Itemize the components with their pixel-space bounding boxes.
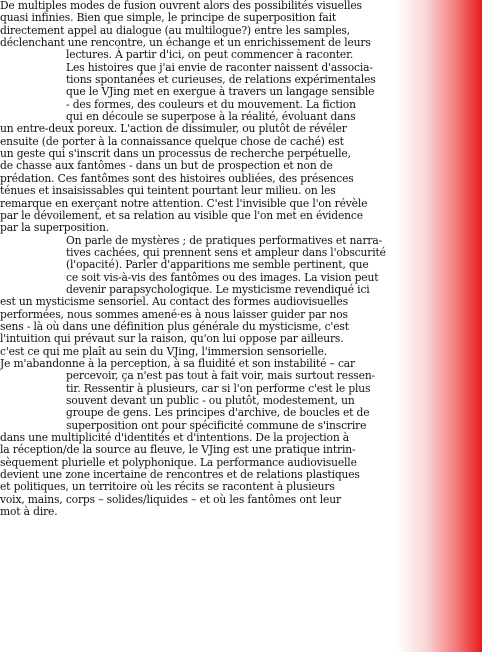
text-line: ensuite (de porter à la connaissance quelque chose de caché) est	[0, 134, 344, 148]
text-line: un geste qui s'inscrit dans un processus de recherche perpétuelle,	[0, 147, 351, 161]
text-line: performées, nous sommes amené·es à nous laisser guider par nos	[0, 307, 348, 321]
text-line: tives cachées, qui prennent sens et ampleur dans l'obscurité	[66, 245, 386, 259]
text-line: ténues et insaisissables qui teintent pourtant leur milieu. on les	[0, 184, 336, 198]
text-line: percevoir, ça n'est pas tout à fait voir, mais surtout ressen-	[66, 369, 376, 383]
text-line: devient une zone incertaine de rencontres et de relations plastiques	[0, 468, 360, 482]
text-line: tions spontanées et curieuses, de relations expérimentales	[66, 73, 376, 87]
text-line: qui en découle se superpose à la réalité, évoluant dans	[66, 110, 356, 124]
text-line: devenir parapsychologique. Le mysticisme revendiqué ici	[66, 282, 370, 296]
text-line: déclenchant une rencontre, un échange et un enrichissement de leurs	[0, 36, 371, 50]
text-line: groupe de gens. Les principes d'archive, de boucles et de	[66, 406, 370, 420]
text-line: un entre-deux poreux. L'action de dissimuler, ou plutôt de révéler	[0, 122, 347, 136]
text-line: est un mysticisme sensoriel. Au contact des formes audiovisuelles	[0, 295, 348, 309]
text-line: (l'opacité). Parler d'apparitions me semble pertinent, que	[66, 258, 369, 272]
text-line: sèquement plurielle et polyphonique. La performance audiovisuelle	[0, 455, 357, 469]
text-line: la réception/de la source au fleuve, le VJing est une pratique intrin-	[0, 443, 356, 457]
text-line: que le VJing met en exergue à travers un langage sensible	[66, 85, 375, 99]
text-line: par la superposition.	[0, 221, 110, 235]
text-line: tir. Ressentir à plusieurs, car si l'on performe c'est le plus	[66, 381, 371, 395]
text-line: l'intuition qui prévaut sur la raison, qu'on lui oppose par ailleurs.	[0, 332, 344, 346]
text-line: directement appel au dialogue (au multilogue?) entre les samples,	[0, 23, 350, 37]
text-line: On parle de mystères ; de pratiques performatives et narra-	[66, 233, 383, 247]
text-line: souvent devant un public - ou plutôt, modestement, un	[66, 394, 355, 407]
text-line: - des formes, des couleurs et du mouvement. La fiction	[66, 97, 356, 111]
text-line: par le dévoilement, et sa relation au visible que l'on met en évidence	[0, 208, 363, 222]
text-line: sens - là où dans une définition plus générale du mysticisme, c'est	[0, 319, 349, 333]
text-line: ce soit vis-à-vis des fantômes ou des images. La vision peut	[66, 270, 379, 284]
text-line: Je m'abandonne à la perception, à sa fluidité et son instabilité – car	[0, 356, 355, 370]
text-line: et politiques, un territoire où les récits se racontent à plusieurs	[0, 480, 335, 494]
text-line: lectures. À partir d'ici, on peut commencer à raconter.	[66, 48, 354, 62]
text-line: remarque en exerçant notre attention. C'est l'invisible que l'on révèle	[0, 196, 368, 210]
text-line: quasi infinies. Bien que simple, le principe de superposition fait	[0, 11, 337, 25]
text-line: dans une multiplicité d'identités et d'intentions. De la projection à	[0, 431, 350, 445]
text-line: Les histoires que j'ai envie de raconter naissent d'associa-	[66, 60, 373, 74]
text-line: voix, mains, corps – solides/liquides – et où les fantômes ont leur	[0, 492, 341, 506]
text-line: c'est ce qui me plaît au sein du VJing, l'immersion sensorielle.	[0, 344, 328, 358]
text-line: mot à dire.	[0, 505, 58, 519]
text-line: de chasse aux fantômes - dans un but de prospection et non de	[0, 159, 333, 173]
text-line: prédation. Ces fantômes sont des histoires oubliées, des présences	[0, 171, 354, 185]
text-line: De multiples modes de fusion ouvrent alors des possibilités visuelles	[0, 0, 362, 12]
text-line: superposition ont pour spécificité commune de s'inscrire	[66, 418, 367, 432]
